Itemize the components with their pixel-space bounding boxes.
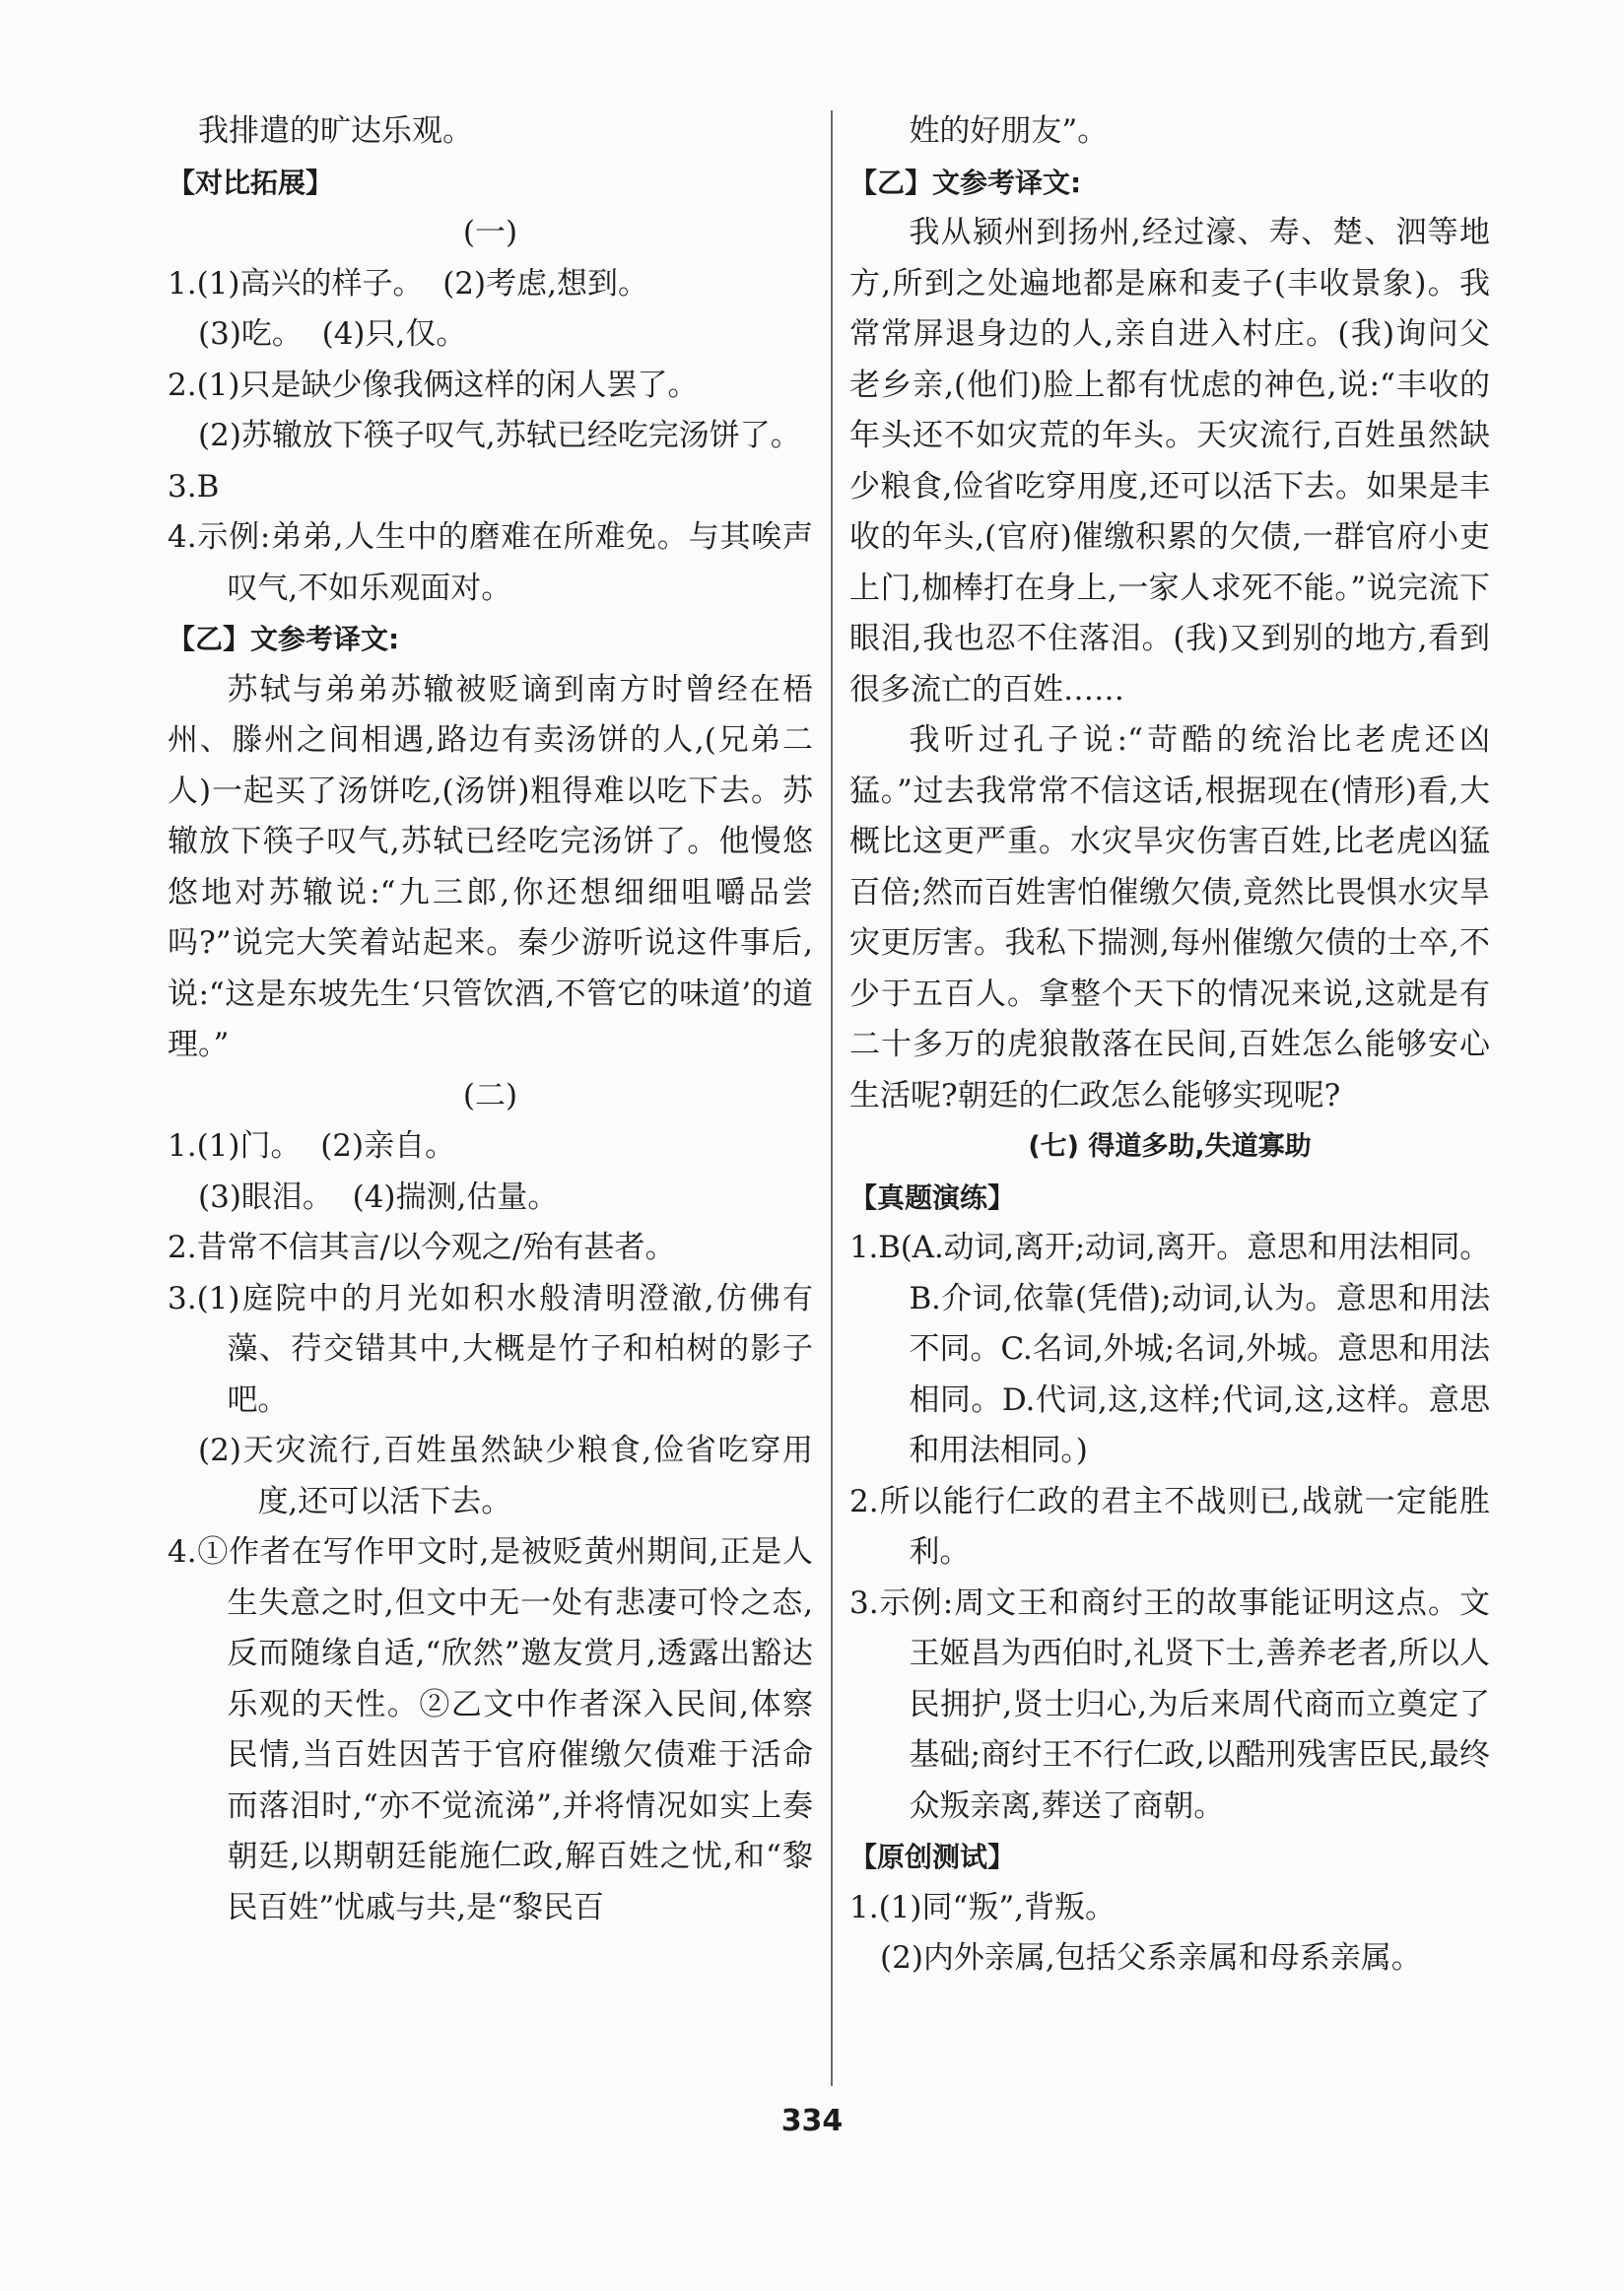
answer-3: 3.B (168, 468, 220, 505)
yi-translation-text: 苏轼与弟弟苏辙被贬谪到南方时曾经在梧州、滕州之间相遇,路边有卖汤饼的人,(兄弟二人)一起买了汤饼吃,(汤饼)粗得难以吃下去。苏辙放下筷子叹气,苏轼已经吃完汤饼了。他慢悠悠地对苏辙说:“九三郎,你还想细细咀嚼品尝吗?”说完大笑着站起来。秦少游听说这件事后,说:“这是东坡先生‘只管饮酒,不管它的味道’的道理。” (168, 671, 813, 1062)
answer-2: 2.昔常不信其言/以今观之/殆有甚者。 (168, 1230, 676, 1265)
continued-line: 我排遣的旷达乐观。 (198, 113, 473, 149)
heading-real-exam-practice: 【真题演练】 (849, 1180, 1016, 1214)
answer-1-part-a: 1.(1)同“叛”,背叛。 (849, 1889, 1116, 1925)
answer-1-part-b: (3)眼泪。 (4)揣测,估量。 (198, 1179, 559, 1215)
answer-1-part-a: 1.(1)门。 (2)亲自。 (168, 1128, 456, 1164)
answer-4: 4.示例:弟弟,人生中的磨难在所难免。与其唉声叹气,不如乐观面对。 (168, 519, 813, 606)
section-title: (七) 得道多助,失道寡助 (1028, 1131, 1312, 1162)
column-divider (831, 110, 833, 2086)
left-column (168, 106, 813, 1933)
subsection-1: (一) (462, 215, 518, 250)
heading-yi-translation: 【乙】文参考译文: (849, 166, 1082, 199)
continued-line: 姓的好朋友”。 (909, 113, 1109, 149)
heading-yi-translation: 【乙】文参考译文: (168, 623, 400, 655)
heading-comparison-extension: 【对比拓展】 (168, 166, 334, 199)
right-column (849, 106, 1490, 1985)
yi-translation-paragraph-1: 我从颍州到扬州,经过濠、寿、楚、泗等地方,所到之处遍地都是麻和麦子(丰收景象)。我常常屏退身边的人,亲自进入村庄。(我)询问父老乡亲,(他们)脸上都有忧虑的神色,说:“丰收的年头还不如灾荒的年头。天灾流行,百姓虽然缺少粮食,俭省吃穿用度,还可以活下去。如果是丰收的年头,(官府)催缴积累的欠债,一群官府小吏上门,枷棒打在身上,一家人求死不能。”说完流下眼泪,我也忍不住落泪。(我)又到别的地方,看到很多流亡的百姓…… (849, 215, 1490, 708)
answer-3: 3.示例:周文王和商纣王的故事能证明这点。文王姬昌为西伯时,礼贤下士,善养老者,所以人民拥护,贤士归心,为后来周代商而立奠定了基础;商纣王不行仁政,以酷刑残害臣民,最终众叛亲离,葬送了商朝。 (849, 1584, 1490, 1824)
answer-3-part-b: (2)天灾流行,百姓虽然缺少粮食,俭省吃穿用度,还可以活下去。 (198, 1433, 813, 1519)
subsection-2: (二) (462, 1077, 518, 1113)
answer-3-part-a: 3.(1)庭院中的月光如积水般清明澄澈,仿佛有藻、荇交错其中,大概是竹子和柏树的影子吧。 (168, 1280, 813, 1418)
page-number: 334 (780, 2104, 844, 2138)
answer-2: 2.所以能行仁政的君主不战则已,战就一定能胜利。 (849, 1483, 1490, 1570)
answer-4: 4.①作者在写作甲文时,是被贬黄州期间,正是人生失意之时,但文中无一处有悲凄可怜之态,反而随缘自适,“欣然”邀友赏月,透露出豁达乐观的天性。②乙文中作者深入民间,体察民情,当百姓因苦于官府催缴欠债难于活命而落泪时,“亦不觉流涕”,并将情况如实上奏朝廷,以期朝廷能施仁政,解百姓之忧,和“黎民百姓”忧戚与共,是“黎民百 (168, 1534, 813, 1925)
answer-2-part-a: 2.(1)只是缺少像我俩这样的闲人罢了。 (168, 367, 699, 403)
answer-1-part-a: 1.(1)高兴的样子。 (2)考虑,想到。 (168, 265, 648, 302)
answer-1-part-b: (2)内外亲属,包括父系亲属和母系亲属。 (880, 1940, 1422, 1976)
yi-translation-paragraph-2: 我听过孔子说:“苛酷的统治比老虎还凶猛。”过去我常常不信这话,根据现在(情形)看,大概比这更严重。水灾旱灾伤害百姓,比老虎凶猛百倍;然而百姓害怕催缴欠债,竟然比畏惧水灾旱灾更厉害。我私下揣测,每州催缴欠债的士卒,不少于五百人。拿整个天下的情况来说,这就是有二十多万的虎狼散落在民间,百姓怎么能够安心生活呢?朝廷的仁政怎么能够实现呢? (849, 722, 1490, 1113)
answer-2-part-b: (2)苏辙放下筷子叹气,苏轼已经吃完汤饼了。 (198, 418, 801, 453)
answer-1: 1.B(A.动词,离开;动词,离开。意思和用法相同。B.介词,依靠(凭借);动词,认为。意思和用法不同。C.名词,外城;名词,外城。意思和用法相同。D.代词,这,这样;代词,这,这样。意思和用法相同。) (849, 1230, 1490, 1468)
heading-original-test: 【原创测试】 (849, 1841, 1016, 1873)
answer-1-part-b: (3)吃。 (4)只,仅。 (198, 316, 467, 352)
